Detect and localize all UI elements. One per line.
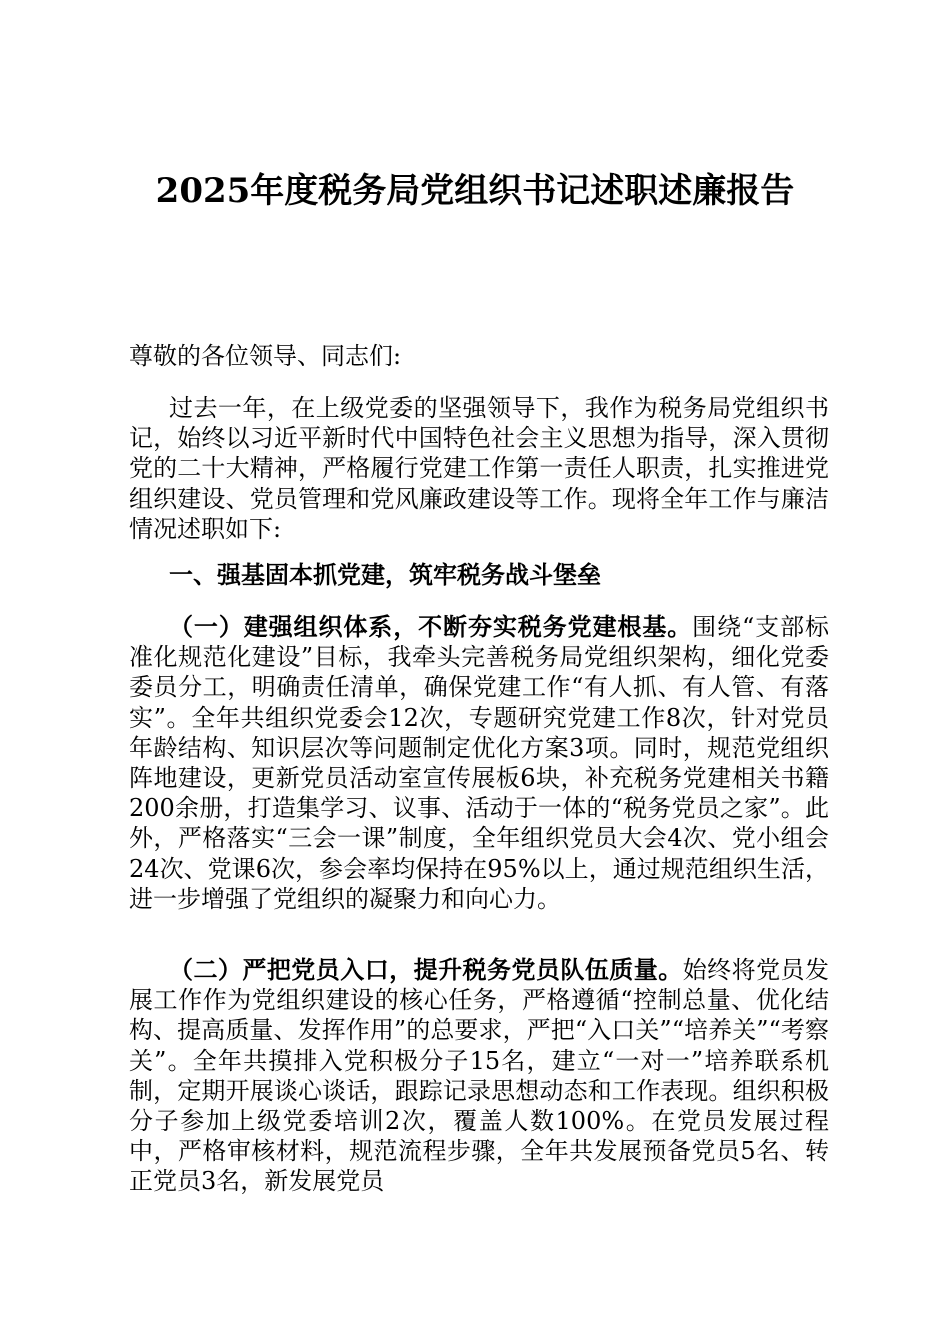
intro-paragraph: 过去一年，在上级党委的坚强领导下，我作为税务局党组织书记，始终以习近平新时代中国特色社会主义思想为指导，深入贯彻党的二十大精神，严格履行党建工作第一责任人职责，扎实推进党组织建设、党员管理和党风廉政建设等工作。现将全年工作与廉洁情况述职如下: [129,394,829,543]
paragraph-body: 围绕“支部标准化规范化建设”目标，我牵头完善税务局党组织架构，细化党委委员分工，明确责任清单，确保党建工作“有人抓、有人管、有落实”。全年共组织党委会12次，专题研究党建工作8次，针对党员年龄结构、知识层次等问题制定优化方案3项。同时，规范党组织阵地建设，更新党员活动室宣传展板6块，补充税务党建相关书籍200余册，打造集学习、议事、活动于一体的“税务党员之家”。此外，严格落实“三会一课”制度，全年组织党员大会4次、党小组会24次、党课6次，参会率均保持在95%以上，通过规范组织生活，进一步增强了党组织的凝聚力和向心力。 [129,613,829,913]
paragraph-lead: （一）建强组织体系，不断夯实税务党建根基。 [169,612,693,641]
salutation: 尊敬的各位领导、同志们: [129,342,402,370]
document-title: 2025年度税务局党组织书记述职述廉报告 [155,171,795,211]
paragraph-organization-system [129,612,829,914]
paragraph-lead: （二）严把党员入口，提升税务党员队伍质量。 [169,955,683,984]
paragraph-body: 始终将党员发展工作作为党组织建设的核心任务，严格遵循“控制总量、优化结构、提高质量、发挥作用”的总要求，严把“入口关”“培养关”“考察关”。全年共摸排入党积极分子15名，建立“一对一”培养联系机制，定期开展谈心谈话，跟踪记录思想动态和工作表现。组织积极分子参加上级党委培训2次，覆盖人数100%。在党员发展过程中，严格审核材料，规范流程步骤，全年共发展预备党员5名、转正党员3名，新发展党员 [129,956,830,1196]
paragraph-member-quality [129,955,829,1197]
section-heading: 一、强基固本抓党建，筑牢税务战斗堡垒 [169,560,601,589]
